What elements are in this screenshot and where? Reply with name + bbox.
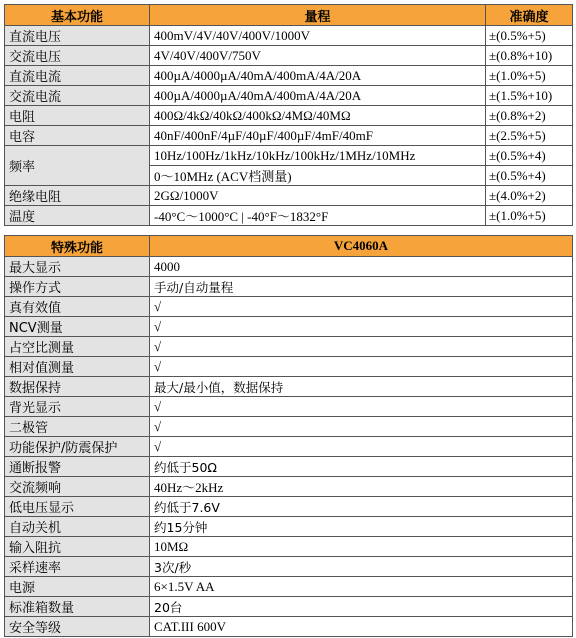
range-value: 4V/40V/400V/750V	[150, 46, 486, 66]
basic-row	[5, 66, 573, 86]
basic-function-table	[4, 4, 573, 226]
basic-row	[5, 106, 573, 126]
feature-value: √	[150, 397, 573, 417]
feature-name: 通断报警	[5, 457, 150, 477]
feature-name: 二极管	[5, 417, 150, 437]
function-name: 直流电流	[5, 66, 150, 86]
feature-value: 约低于50Ω	[150, 457, 573, 477]
feature-name: 输入阻抗	[5, 537, 150, 557]
special-row	[5, 437, 573, 457]
special-row	[5, 597, 573, 617]
special-row	[5, 417, 573, 437]
range-value: 400µA/4000µA/40mA/400mA/4A/20A	[150, 66, 486, 86]
basic-row	[5, 206, 573, 226]
basic-table-header-row	[5, 5, 573, 26]
feature-name: 功能保护/防震保护	[5, 437, 150, 457]
function-name: 电阻	[5, 106, 150, 126]
table-gap	[4, 226, 572, 235]
special-row	[5, 617, 573, 637]
basic-header-function: 基本功能	[5, 5, 150, 26]
basic-row	[5, 186, 573, 206]
feature-value: √	[150, 437, 573, 457]
special-row	[5, 317, 573, 337]
accuracy-value: ±(1.0%+5)	[486, 206, 573, 226]
special-row	[5, 297, 573, 317]
range-value: -40°C～1000°C | -40°F～1832°F	[150, 206, 486, 226]
range-value-secondary: 0～10MHz (ACV档测量)	[150, 166, 486, 186]
special-row	[5, 577, 573, 597]
feature-name: 操作方式	[5, 277, 150, 297]
feature-value: 4000	[150, 257, 573, 277]
special-row	[5, 557, 573, 577]
feature-name: 低电压显示	[5, 497, 150, 517]
basic-row	[5, 126, 573, 146]
feature-name: 安全等级	[5, 617, 150, 637]
accuracy-value: ±(0.5%+5)	[486, 26, 573, 46]
feature-value: √	[150, 417, 573, 437]
special-row	[5, 377, 573, 397]
range-value: 40nF/400nF/4µF/40µF/400µF/4mF/40mF	[150, 126, 486, 146]
range-value: 400µA/4000µA/40mA/400mA/4A/20A	[150, 86, 486, 106]
range-value: 2GΩ/1000V	[150, 186, 486, 206]
feature-value: 6×1.5V AA	[150, 577, 573, 597]
feature-value: √	[150, 297, 573, 317]
feature-name: 标准箱数量	[5, 597, 150, 617]
special-table-header-row	[5, 236, 573, 257]
basic-row	[5, 146, 573, 166]
basic-header-range: 量程	[150, 5, 486, 26]
function-name: 交流电压	[5, 46, 150, 66]
feature-name: 数据保持	[5, 377, 150, 397]
feature-value: 20台	[150, 597, 573, 617]
special-header-model: VC4060A	[150, 236, 573, 257]
special-row	[5, 477, 573, 497]
accuracy-value: ±(0.8%+2)	[486, 106, 573, 126]
accuracy-value: ±(1.5%+10)	[486, 86, 573, 106]
basic-row	[5, 26, 573, 46]
basic-row	[5, 86, 573, 106]
function-name: 电容	[5, 126, 150, 146]
accuracy-value: ±(4.0%+2)	[486, 186, 573, 206]
feature-name: 背光显示	[5, 397, 150, 417]
range-value: 400mV/4V/40V/400V/1000V	[150, 26, 486, 46]
feature-value: 约低于7.6V	[150, 497, 573, 517]
basic-header-accuracy: 准确度	[486, 5, 573, 26]
feature-value: 手动/自动量程	[150, 277, 573, 297]
feature-name: 采样速率	[5, 557, 150, 577]
special-header-function: 特殊功能	[5, 236, 150, 257]
feature-value: 最大/最小值，数据保持	[150, 377, 573, 397]
function-name: 绝缘电阻	[5, 186, 150, 206]
feature-value: 3次/秒	[150, 557, 573, 577]
feature-name: 占空比测量	[5, 337, 150, 357]
feature-name: NCV测量	[5, 317, 150, 337]
feature-value: 40Hz～2kHz	[150, 477, 573, 497]
feature-value: 10MΩ	[150, 537, 573, 557]
special-row	[5, 517, 573, 537]
range-value: 400Ω/4kΩ/40kΩ/400kΩ/4MΩ/40MΩ	[150, 106, 486, 126]
special-row	[5, 357, 573, 377]
function-name: 频率	[5, 146, 150, 186]
accuracy-value: ±(2.5%+5)	[486, 126, 573, 146]
accuracy-value: ±(0.8%+10)	[486, 46, 573, 66]
feature-value: CAT.III 600V	[150, 617, 573, 637]
feature-name: 最大显示	[5, 257, 150, 277]
feature-name: 交流频响	[5, 477, 150, 497]
feature-name: 自动关机	[5, 517, 150, 537]
feature-value: √	[150, 317, 573, 337]
function-name: 直流电压	[5, 26, 150, 46]
special-row	[5, 537, 573, 557]
special-row	[5, 277, 573, 297]
feature-name: 电源	[5, 577, 150, 597]
feature-value: 约15分钟	[150, 517, 573, 537]
special-row	[5, 257, 573, 277]
feature-name: 真有效值	[5, 297, 150, 317]
spec-sheet	[4, 4, 572, 637]
feature-value: √	[150, 337, 573, 357]
accuracy-value: ±(0.5%+4)	[486, 146, 573, 166]
basic-row	[5, 46, 573, 66]
function-name: 交流电流	[5, 86, 150, 106]
feature-name: 相对值测量	[5, 357, 150, 377]
special-row	[5, 497, 573, 517]
feature-value: √	[150, 357, 573, 377]
function-name: 温度	[5, 206, 150, 226]
range-value: 10Hz/100Hz/1kHz/10kHz/100kHz/1MHz/10MHz	[150, 146, 486, 166]
special-row	[5, 457, 573, 477]
accuracy-value-secondary: ±(0.5%+4)	[486, 166, 573, 186]
special-row	[5, 337, 573, 357]
special-row	[5, 397, 573, 417]
special-function-table	[4, 235, 573, 637]
accuracy-value: ±(1.0%+5)	[486, 66, 573, 86]
